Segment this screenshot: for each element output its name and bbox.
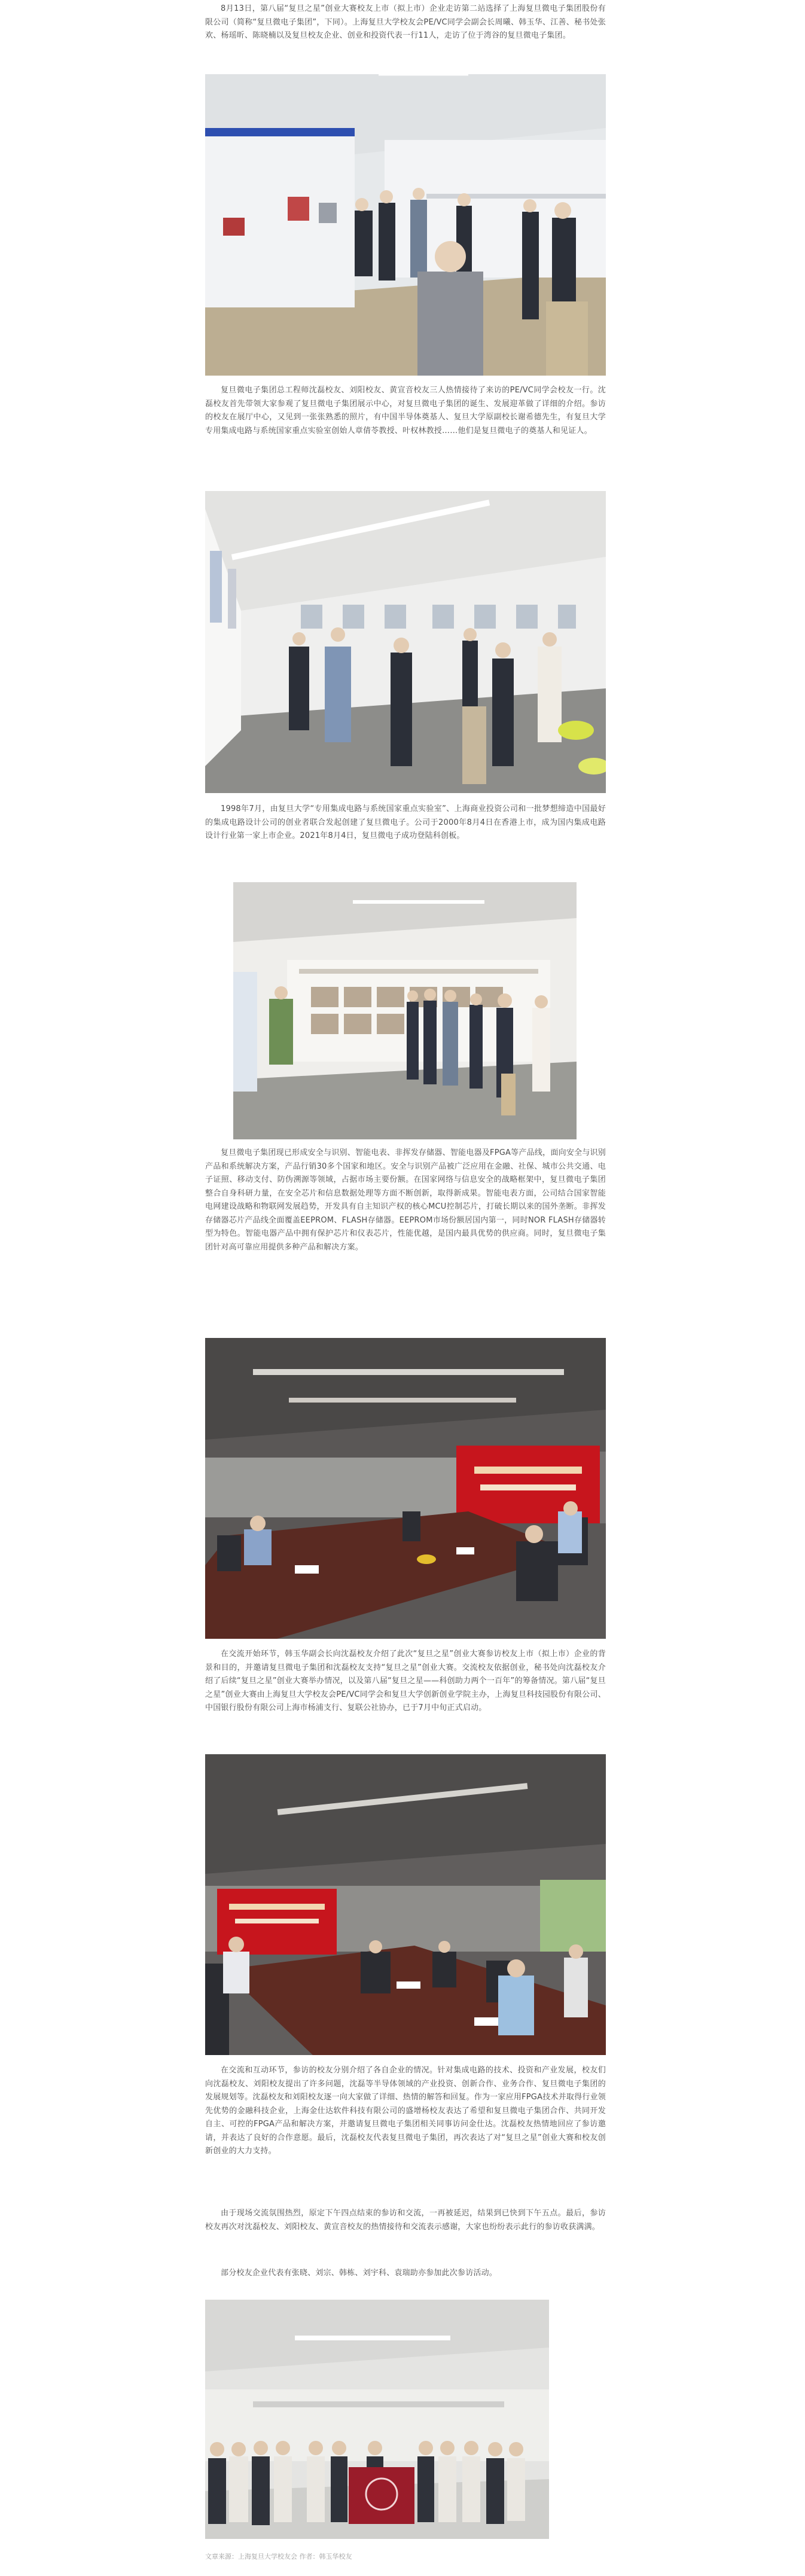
paragraph-exchange: 在交流开始环节，韩玉华副会长向沈磊校友介绍了此次“复旦之星”创业大赛参访校友上市（拟上市）企业的背景和目的，并邀请复旦微电子集团和沈磊校友支持“复旦之星”创业大赛。交流校友依据创业，秘书处向沈磊校友介绍了后续“复旦之星”创业大赛举办情况，以及第八届“复旦之星——科创助力两个一百年”的筹备情况。第八届“复旦之星”创业大赛由上海复旦大学校友会PE/VC同学会和复旦大学创新创业学院主办，上海复旦科技园股份有限公司、中国银行股份有限公司上海市杨浦支行、复联公社协办，已于7月中旬正式启动。 — [205, 1650, 606, 1712]
photo-meeting-room-1 — [205, 1338, 606, 1639]
paragraph-discussion: 在交流和互动环节，参访的校友分别介绍了各自企业的情况。针对集成电路的技术、投资和产业发展，校友们向沈磊校友、刘阳校友提出了许多问题，沈磊等半导体领域的产业投资、创新合作、业务合作、复旦微电子集团的发展规划等。沈磊校友和刘阳校友逐一向大家做了详细、热情的解答和回复。作为一家应用FPGA技术并取得行业领先优势的金融科技企业，上海金仕达软件科技有限公司的盛增杨校友表达了希望和复旦微电子集团合作、共同开发自主、可控的FPGA产品和解决方案，并邀请复旦微电子集团相关同事访问金仕达。沈磊校友热情地回应了参访邀请，并表达了良好的合作意愿。最后，沈磊校友代表复旦微电子集团，再次表达了对“复旦之星”创业大赛和校友创新创业的大力支持。 — [205, 2066, 606, 2156]
paragraph-closing: 由于现场交流氛围热烈，原定下午四点结束的参访和交流，一再被延迟，结果到已快到下午五点。最后，参访校友再次对沈磊校友、刘阳校友、黄宣音校友的热情接待和交流表示感谢，大家也纷纷表示此行的参访收获满满。 — [205, 2209, 606, 2231]
paragraph-attendees: 部分校友企业代表有张晓、刘宗、韩栋、刘宇科、袁瑞助亦参加此次参访活动。 — [221, 2269, 498, 2278]
paragraph-history: 1998年7月，由复旦大学“专用集成电路与系统国家重点实验室”、上海商业投资公司和一批梦想缔造中国最好的集成电路设计公司的创业者联合发起创建了复旦微电子。公司于2000年8月4日在香港上市，成为国内集成电路设计行业第一家上市企业。2021年8月4日，复旦微电子成功登陆科创板。 — [205, 804, 606, 840]
article-source-label: 文章来源：上海复旦大学校友会 作者：韩玉华校友 — [205, 2553, 352, 2560]
photo-exhibition-hall-tour — [205, 74, 606, 376]
photo-history-wall — [233, 882, 577, 1139]
paragraph-business: 复旦微电子集团现已形成安全与识别、智能电表、非挥发存储器、智能电器及FPGA等产品线，面向安全与识别产品和系统解决方案，产品行销30多个国家和地区。安全与识别产品被广泛应用在金融、社保、城市公共交通、电子证照、移动支付、防伪溯源等领域，占据市场主要份额。在国家网络与信息安全的战略框架中，复旦微电子集团整合自身科研力量，在安全芯片和信息数据处理等方面不断创新，取得新成果。智能电表方面，公司结合国家智能电网建设战略和物联网发展趋势，开发具有自主知识产权的核心MCU控制芯片，打破长期以来的国外垄断。非挥发存储器芯片产品线全面覆盖EEPROM、FLASH存储器。EEPROM市场份额居国内第一，同时NOR FLASH存储器转型为特色。智能电器产品中拥有保护芯片和仪表芯片，性能优越，是国内最具优势的供应商。同时，复旦微电子集团针对高可靠应用提供多种产品和解决方案。 — [205, 1148, 606, 1252]
paragraph-intro: 8月13日，第八届“复旦之星”创业大赛校友上市（拟上市）企业走访第二站选择了上海复旦微电子集团股份有限公司（简称“复旦微电子集团”，下同）。上海复旦大学校友会PE/VC同学会副会长周曦、韩玉华、江善、秘书处张欢、杨瑶昕、陈晓楠以及复旦校友企业、创业和投资代表一行11人，走访了位于湾谷的复旦微电子集团。 — [205, 4, 606, 40]
photo-meeting-room-2 — [205, 1754, 606, 2055]
photo-gallery-corridor — [205, 491, 606, 793]
photo-group-photo — [205, 2300, 549, 2539]
paragraph-reception: 复旦微电子集团总工程师沈磊校友、刘阳校友、黄宣音校友三人热情接待了来访的PE/VC同学会校友一行。沈磊校友首先带领大家参观了复旦微电子集团展示中心，对复旦微电子集团的诞生、发展迎革做了详细的介绍。参访的校友在展厅中心，又见到一张张熟悉的照片，有中国半导体奠基人、复旦大学原副校长谢希德先生，有复旦大学专用集成电路与系统国家重点实验室创始人章倩苓教授、叶权林教授……他们是复旦微电子的奠基人和见证人。 — [205, 386, 606, 435]
